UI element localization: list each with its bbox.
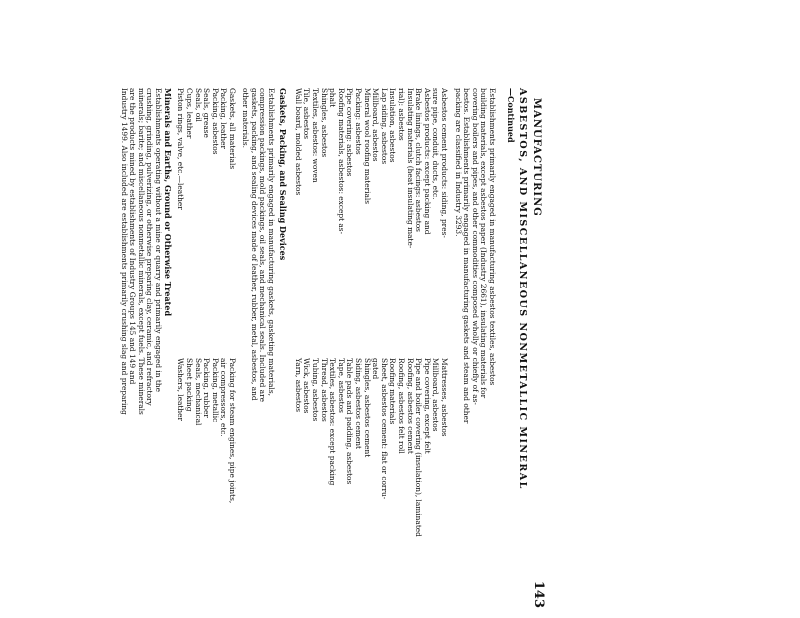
- text-line: are the products mined by establishments of Industry Groups 145 and 149 and: [128, 88, 138, 385]
- list-item: Roofing materials, asbestos: except as-: [336, 88, 346, 235]
- list-item: rial): asbestos: [397, 88, 407, 141]
- gaskets-right-list: [176, 358, 236, 608]
- list-item: Thread, asbestos: [319, 358, 329, 422]
- list-item: Washers, leather: [176, 358, 186, 422]
- list-item: Packing, asbestos: [210, 88, 220, 155]
- list-item: Textiles, asbestos: woven: [311, 88, 321, 183]
- list-item: Wall board, molded asbestos: [293, 88, 303, 196]
- text-line: gaskets, packing, and sealing devices made of leather, rubber, metal, asbestos, and: [249, 88, 259, 401]
- list-item: Pipe covering, except felt: [422, 358, 432, 454]
- list-item: phalt: [328, 88, 338, 108]
- list-item: Roofing, asbestos cement: [405, 358, 415, 454]
- list-item: Lap siding, asbestos: [379, 88, 389, 165]
- minerals-intro: [119, 88, 162, 608]
- list-item: Roofing, asbestos felt roll: [397, 358, 407, 454]
- text-line: Establishments operating without a mine or quarry and primarily engaged in the: [154, 88, 163, 392]
- text-line: packing are classified in Industry 3293.: [453, 88, 463, 237]
- gaskets-left-list: [176, 88, 236, 318]
- list-item: Tubing, asbestos: [311, 358, 321, 422]
- list-item: Textiles, asbestos: except packing: [328, 358, 338, 486]
- page-number: 143: [531, 580, 546, 608]
- text-line: compression packings, mold packings, oil seals, and mechanical seals. Included are: [258, 88, 268, 402]
- text-line: crushing, grinding, pulverizing, or otherwise preparing clay, ceramic, and refractory: [145, 88, 155, 406]
- gaskets-intro: [241, 88, 275, 608]
- list-item: Asbestos products: except packing and: [422, 88, 432, 235]
- list-item: Asbestos cement products: siding, pres-: [440, 88, 449, 238]
- list-item: Tape, asbestos: [336, 358, 346, 413]
- list-item: Mineral wool roofing materials: [362, 88, 372, 205]
- list-item: Pipe and boiler covering (insulation), laminated: [414, 358, 424, 537]
- list-item: Insulating materials (heat insulating mate-: [405, 88, 415, 249]
- list-item: Seals, grease: [202, 88, 212, 138]
- list-item: Cups, leather: [185, 88, 195, 139]
- text-line: Industry 1499. Also included are establishments primarily crushing slag and preparing: [119, 88, 129, 415]
- text-line: Establishments primarily engaged in manufacturing gaskets, gasketing materials,: [267, 88, 276, 397]
- list-item: Packing: asbestos: [354, 88, 364, 155]
- list-item: Wick, asbestos: [302, 358, 312, 414]
- list-item: gated: [371, 358, 381, 380]
- list-item: Seals, oil: [193, 88, 203, 122]
- text-line: Establishments primarily engaged in manufacturing asbestos textiles, asbestos: [488, 88, 497, 386]
- text-line: other materials.: [241, 88, 251, 149]
- list-item: Brake linings, clutch facings: asbestos: [414, 88, 424, 232]
- list-item: Siding, asbestos cement: [354, 358, 364, 449]
- asbestos-left-list: [293, 88, 448, 318]
- list-item: Shingles, asbestos: [319, 88, 329, 158]
- list-item: Insulation, asbestos: [388, 88, 398, 163]
- list-item: Pipe covering: asbestos: [345, 88, 355, 177]
- text-line: minerals; barite; and miscellaneous nonmetallic minerals, except fuels. These minerals: [136, 88, 146, 415]
- text-line: covering boilers and pipes, and other commodities composed wholly or chiefly of as-: [470, 88, 480, 405]
- text-line: building materials, except asbestos paper (Industry 2661), insulating materials for: [479, 88, 489, 399]
- list-item: Tile, asbestos: [302, 88, 312, 140]
- asbestos-right-list: [293, 358, 448, 608]
- list-item: Roofing materials: [388, 358, 398, 425]
- running-header: [526, 88, 546, 608]
- list-item: Packing for steam engines, pipe joints,: [228, 358, 237, 504]
- list-item: sure pipe, conduit, ducts, etc.: [431, 88, 441, 200]
- list-item: Gaskets, all materials: [228, 88, 237, 170]
- list-item: Packing, metallic: [210, 358, 220, 423]
- list-item: Packing, leather: [219, 88, 229, 149]
- list-item: Mattresses, asbestos: [440, 358, 449, 437]
- list-item: Millboard, asbestos: [431, 358, 441, 432]
- list-item: Seals, mechanical: [193, 358, 203, 426]
- list-item: Packing, rubber: [202, 358, 212, 418]
- list-item: Piston rings, valve, etc.—leather: [176, 88, 186, 210]
- list-item: air compressors, etc.: [219, 358, 229, 437]
- list-item: Sheet, asbestos cement: flat or corru-: [379, 358, 389, 500]
- list-item: Millboard, asbestos: [371, 88, 381, 162]
- group-title: ASBESTOS, AND MISCELLANEOUS NONMETALLIC MINERAL: [517, 88, 528, 490]
- list-item: Sheet packing: [185, 358, 195, 412]
- rotated-document: [102, 88, 546, 608]
- minerals-heading: Minerals and Earths, Ground or Otherwise Treated: [163, 88, 173, 317]
- list-item: Yarn, asbestos: [293, 358, 303, 413]
- running-title: MANUFACTURING: [531, 98, 542, 217]
- asbestos-intro: [453, 88, 496, 608]
- list-item: Table pads and padding, asbestos: [345, 358, 355, 485]
- continued-label: —Continued: [506, 88, 516, 143]
- text-line: bestos. Establishments primarily engaged in manufacturing gaskets and steam and other: [462, 88, 472, 424]
- list-item: Shingles, asbestos cement: [362, 358, 372, 458]
- gaskets-heading: Gaskets, Packing, and Sealing Devices: [278, 88, 288, 261]
